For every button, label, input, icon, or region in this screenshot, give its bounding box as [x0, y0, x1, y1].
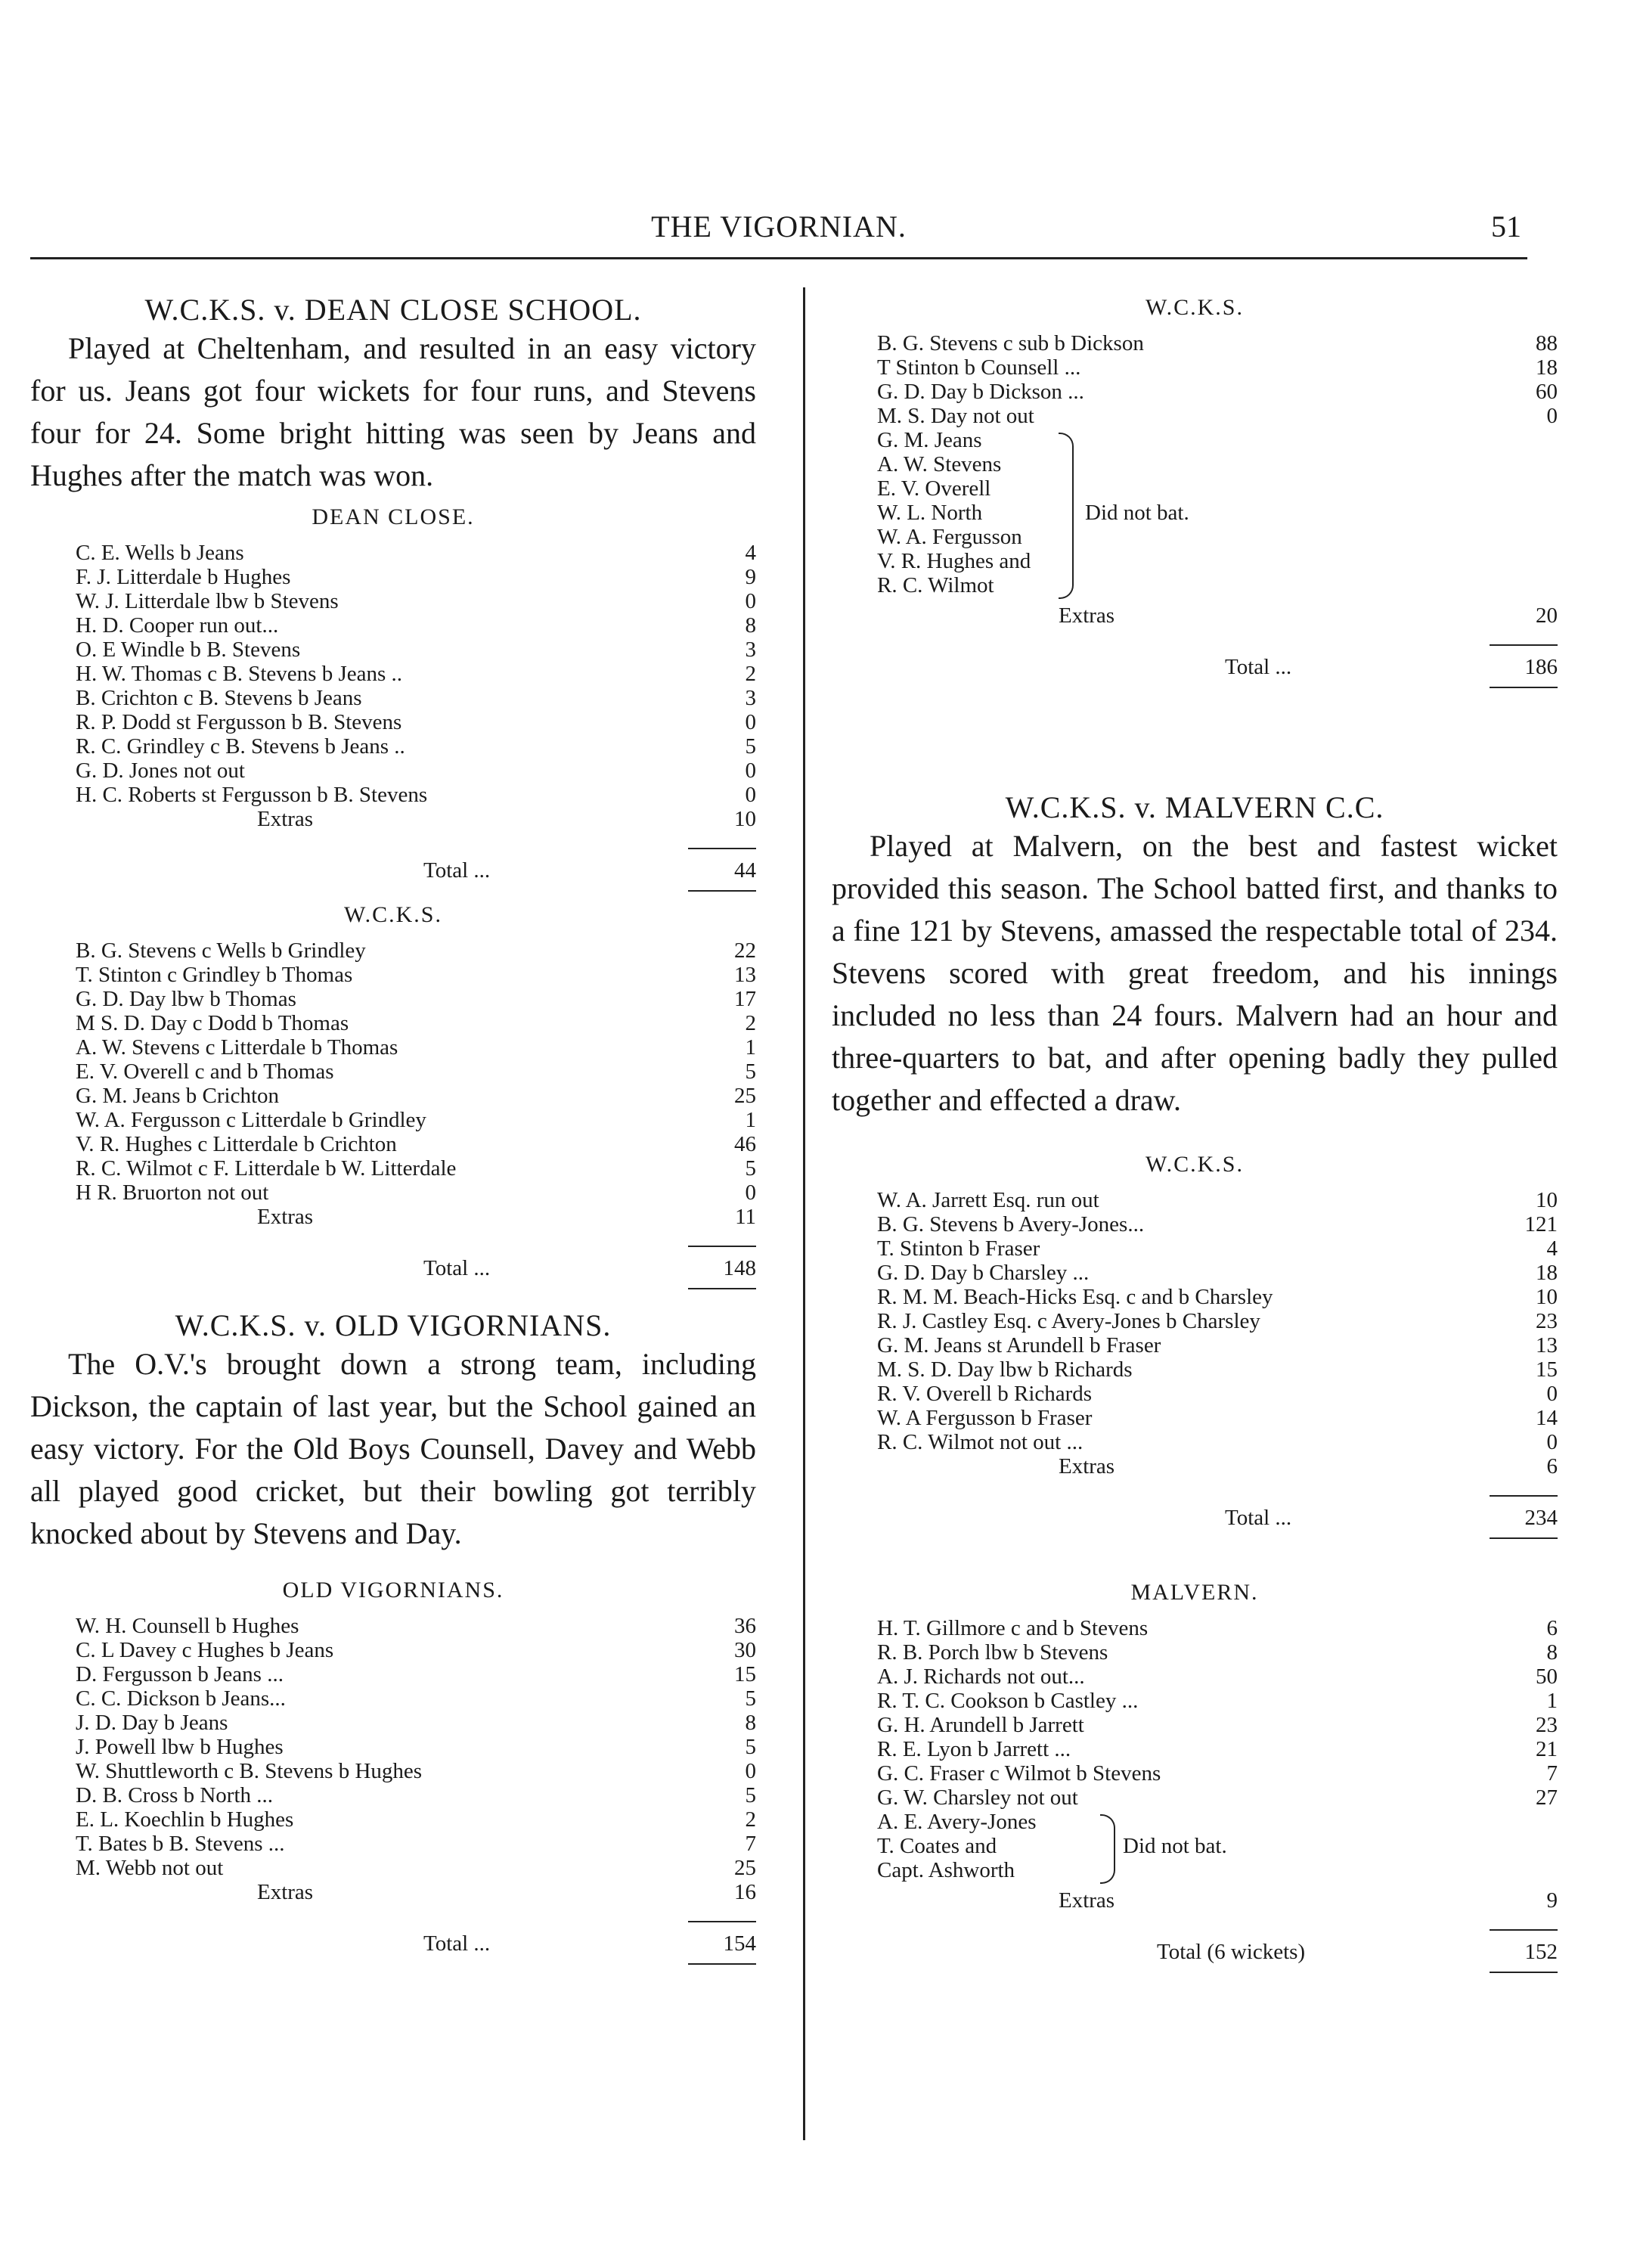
wcks-innings-vs-old-vigornians: [832, 331, 1558, 428]
extras-label: Extras: [257, 807, 314, 831]
batsman-row: [832, 1357, 1558, 1382]
batsman-row: [30, 734, 756, 759]
batsman-row: [832, 1689, 1558, 1713]
batsman-row: [832, 1236, 1558, 1261]
batsman-score: 8: [745, 613, 756, 638]
extras-row: [30, 1205, 756, 1229]
batsman-row: [832, 1382, 1558, 1406]
batsman-score: 10: [1536, 1188, 1558, 1212]
total-row: [30, 1915, 756, 1968]
total-rule-bottom: [688, 890, 756, 892]
batsman-row: [832, 355, 1558, 380]
extras-label: Extras: [257, 1205, 314, 1229]
batsman-entry: C. C. Dickson b Jeans...: [76, 1686, 286, 1711]
batsman-entry: D. B. Cross b North ...: [76, 1783, 274, 1807]
batsman-entry: G. M. Jeans b Crichton: [76, 1084, 280, 1108]
batsman-score: 14: [1536, 1406, 1558, 1430]
extras-label: Extras: [257, 1880, 314, 1904]
total-rule-top: [1490, 1929, 1558, 1931]
batsman-score: 18: [1536, 1261, 1558, 1285]
total-rule-bottom: [1490, 687, 1558, 688]
batsman-entry: B. Crichton c B. Stevens b Jeans: [76, 686, 362, 710]
total-label: Total ...: [423, 858, 491, 883]
batsman-entry: W. H. Counsell b Hughes: [76, 1614, 299, 1638]
batsman-score: 0: [1546, 404, 1558, 428]
wcks-innings-vs-malvern: [832, 1188, 1558, 1454]
total-rule-bottom: [688, 1963, 756, 1965]
batsman-score: 1: [745, 1035, 756, 1060]
batsman-score: 0: [745, 710, 756, 734]
total-label: Total ...: [423, 1256, 491, 1280]
batsman-score: 121: [1524, 1212, 1558, 1236]
batsman-score: 0: [1546, 1382, 1558, 1406]
batsman-row: [30, 1060, 756, 1084]
batsman-score: 0: [745, 759, 756, 783]
batsman-row: [30, 662, 756, 686]
total-label: Total ...: [1225, 1506, 1292, 1530]
dean-close-innings-title: DEAN CLOSE.: [312, 504, 475, 529]
batsman-entry: E. V. Overell c and b Thomas: [76, 1060, 334, 1084]
total-rule-top: [1490, 644, 1558, 646]
batsman-row: [30, 1614, 756, 1638]
total-rule-bottom: [688, 1288, 756, 1289]
batsman-row: [832, 1713, 1558, 1737]
batsman-entry: M. Webb not out: [76, 1856, 224, 1880]
did-not-bat-name: R. C. Wilmot: [877, 573, 994, 597]
batsman-score: 5: [745, 1735, 756, 1759]
batsman-entry: R. C. Grindley c B. Stevens b Jeans ..: [76, 734, 405, 759]
batsman-entry: G. C. Fraser c Wilmot b Stevens: [877, 1761, 1161, 1786]
batsman-score: 50: [1536, 1665, 1558, 1689]
batsman-entry: W. A Fergusson b Fraser: [877, 1406, 1093, 1430]
batsman-score: 2: [745, 1011, 756, 1035]
batsman-row: [832, 1665, 1558, 1689]
batsman-entry: C. E. Wells b Jeans: [76, 541, 244, 565]
batsman-entry: J. Powell lbw b Hughes: [76, 1735, 284, 1759]
batsman-entry: W. J. Litterdale lbw b Stevens: [76, 589, 339, 613]
batsman-score: 1: [1546, 1689, 1558, 1713]
total-value: 186: [1524, 655, 1558, 679]
did-not-bat-group: [832, 1810, 1558, 1888]
batsman-entry: C. L Davey c Hughes b Jeans: [76, 1638, 334, 1662]
batsman-row: [30, 963, 756, 987]
batsman-row: [832, 404, 1558, 428]
batsman-score: 4: [1546, 1236, 1558, 1261]
batsman-score: 8: [745, 1711, 756, 1735]
batsman-row: [30, 541, 756, 565]
batsman-entry: G. D. Day b Charsley ...: [877, 1261, 1090, 1285]
batsman-row: [30, 565, 756, 589]
batsman-score: 17: [734, 987, 756, 1011]
dean-close-innings: [30, 541, 756, 807]
did-not-bat-name: A. W. Stevens: [877, 452, 1002, 476]
column-divider: [803, 287, 805, 2140]
batsman-score: 5: [745, 1783, 756, 1807]
batsman-row: [30, 1662, 756, 1686]
malvern-heading: W.C.K.S. v. MALVERN C.C.: [1005, 790, 1384, 824]
did-not-bat-name: Capt. Ashworth: [877, 1858, 1015, 1882]
malvern-innings: [832, 1616, 1558, 1810]
batsman-row: [832, 1285, 1558, 1309]
batsman-score: 4: [745, 541, 756, 565]
extras-label: Extras: [1059, 603, 1115, 628]
batsman-entry: R. T. C. Cookson b Castley ...: [877, 1689, 1139, 1713]
total-rule-bottom: [1490, 1537, 1558, 1539]
batsman-entry: G. W. Charsley not out: [877, 1786, 1078, 1810]
batsman-row: [832, 1333, 1558, 1357]
did-not-bat-name: W. A. Fergusson: [877, 525, 1022, 549]
batsman-row: [832, 1188, 1558, 1212]
batsman-entry: R. M. M. Beach-Hicks Esq. c and b Charsley: [877, 1285, 1273, 1309]
batsman-score: 15: [1536, 1357, 1558, 1382]
batsman-score: 23: [1536, 1309, 1558, 1333]
batsman-score: 0: [745, 589, 756, 613]
batsman-entry: T. Stinton b Fraser: [877, 1236, 1040, 1261]
dean-close-report: Played at Cheltenham, and resulted in an easy victory for us. Jeans got four wickets for four runs, and Stevens four for 24. Some bright hitting was seen by Jeans and Hughes after the match was won.: [30, 331, 756, 492]
batsman-row: [30, 1132, 756, 1156]
batsman-score: 1: [745, 1108, 756, 1132]
wcks-innings-vs-dean-close: [30, 939, 756, 1205]
batsman-score: 7: [745, 1832, 756, 1856]
did-not-bat-name: A. E. Avery-Jones: [877, 1810, 1037, 1834]
batsman-score: 23: [1536, 1713, 1558, 1737]
batsman-score: 13: [1536, 1333, 1558, 1357]
did-not-bat-group: [832, 428, 1558, 603]
extras-row: [832, 1454, 1558, 1478]
extras-label: Extras: [1059, 1888, 1115, 1913]
extras-value: 11: [735, 1205, 756, 1229]
batsman-entry: B. G. Stevens b Avery-Jones...: [877, 1212, 1145, 1236]
did-not-bat-name: G. M. Jeans: [877, 428, 982, 452]
total-row: [832, 1923, 1558, 1976]
batsman-entry: R. V. Overell b Richards: [877, 1382, 1093, 1406]
batsman-row: [30, 589, 756, 613]
batsman-entry: W. A. Fergusson c Litterdale b Grindley: [76, 1108, 426, 1132]
extras-value: 20: [1536, 603, 1558, 628]
running-title: THE VIGORNIAN.: [651, 209, 907, 244]
total-rule-bottom: [1490, 1972, 1558, 1973]
batsman-row: [832, 1761, 1558, 1786]
wcks-innings-title: W.C.K.S.: [1146, 295, 1244, 320]
total-rule-top: [1490, 1495, 1558, 1497]
batsman-row: [30, 1856, 756, 1880]
batsman-score: 15: [734, 1662, 756, 1686]
page-header: [30, 204, 1527, 259]
batsman-row: [832, 1430, 1558, 1454]
batsman-entry: H. D. Cooper run out...: [76, 613, 279, 638]
batsman-row: [30, 783, 756, 807]
total-value: 44: [734, 858, 756, 883]
batsman-row: [30, 1035, 756, 1060]
extras-row: [832, 603, 1558, 628]
batsman-entry: H. T. Gillmore c and b Stevens: [877, 1616, 1149, 1640]
batsman-score: 0: [745, 1181, 756, 1205]
batsman-row: [832, 380, 1558, 404]
total-rule-top: [688, 1246, 756, 1247]
batsman-score: 2: [745, 1807, 756, 1832]
wcks-innings-title: W.C.K.S.: [1146, 1152, 1244, 1177]
batsman-score: 60: [1536, 380, 1558, 404]
extras-label: Extras: [1059, 1454, 1115, 1478]
batsman-entry: R. J. Castley Esq. c Avery-Jones b Charsley: [877, 1309, 1260, 1333]
batsman-score: 3: [745, 638, 756, 662]
batsman-entry: B. G. Stevens c sub b Dickson: [877, 331, 1144, 355]
batsman-score: 3: [745, 686, 756, 710]
batsman-row: [30, 1011, 756, 1035]
batsman-score: 18: [1536, 355, 1558, 380]
batsman-row: [30, 1711, 756, 1735]
total-value: 234: [1524, 1506, 1558, 1530]
batsman-entry: G. H. Arundell b Jarrett: [877, 1713, 1084, 1737]
batsman-entry: A. W. Stevens c Litterdale b Thomas: [76, 1035, 398, 1060]
batsman-score: 5: [745, 1060, 756, 1084]
batsman-row: [832, 1261, 1558, 1285]
did-not-bat-list: [877, 428, 1031, 597]
batsman-entry: G. D. Day b Dickson ...: [877, 380, 1084, 404]
did-not-bat-name: T. Coates and: [877, 1834, 997, 1858]
total-rule-top: [688, 1921, 756, 1922]
extras-row: [30, 807, 756, 831]
batsman-entry: W. Shuttleworth c B. Stevens b Hughes: [76, 1759, 423, 1783]
batsman-entry: H. W. Thomas c B. Stevens b Jeans ..: [76, 662, 403, 686]
batsman-row: [30, 1181, 756, 1205]
batsman-row: [832, 1309, 1558, 1333]
batsman-row: [30, 1832, 756, 1856]
batsman-entry: M. S. D. Day lbw b Richards: [877, 1357, 1133, 1382]
dean-close-heading: W.C.K.S. v. DEAN CLOSE SCHOOL.: [144, 293, 642, 327]
batsman-entry: A. J. Richards not out...: [877, 1665, 1085, 1689]
did-not-bat-name: E. V. Overell: [877, 476, 991, 501]
batsman-row: [832, 1616, 1558, 1640]
batsman-entry: T. Stinton c Grindley b Thomas: [76, 963, 353, 987]
batsman-row: [30, 939, 756, 963]
batsman-row: [30, 1084, 756, 1108]
batsman-row: [832, 1640, 1558, 1665]
batsman-entry: J. D. Day b Jeans: [76, 1711, 228, 1735]
batsman-entry: V. R. Hughes c Litterdale b Crichton: [76, 1132, 397, 1156]
batsman-row: [30, 1783, 756, 1807]
page-number: 51: [1491, 209, 1521, 244]
extras-value: 9: [1546, 1888, 1558, 1913]
batsman-entry: H. C. Roberts st Fergusson b B. Stevens: [76, 783, 428, 807]
batsman-score: 88: [1536, 331, 1558, 355]
batsman-entry: F. J. Litterdale b Hughes: [76, 565, 291, 589]
total-row: [832, 638, 1558, 691]
batsman-row: [30, 759, 756, 783]
wcks-innings-title: W.C.K.S.: [344, 902, 442, 927]
batsman-entry: B. G. Stevens c Wells b Grindley: [76, 939, 366, 963]
batsman-row: [30, 686, 756, 710]
batsman-row: [832, 1212, 1558, 1236]
batsman-row: [30, 613, 756, 638]
batsman-entry: T Stinton b Counsell ...: [877, 355, 1081, 380]
did-not-bat-label: Did not bat.: [1085, 501, 1189, 525]
batsman-entry: R. C. Wilmot c F. Litterdale b W. Litterdale: [76, 1156, 457, 1181]
batsman-score: 0: [745, 1759, 756, 1783]
batsman-score: 25: [734, 1856, 756, 1880]
total-label: Total ...: [1225, 655, 1292, 679]
batsman-row: [832, 1406, 1558, 1430]
batsman-score: 2: [745, 662, 756, 686]
batsman-score: 5: [745, 1156, 756, 1181]
batsman-score: 5: [745, 734, 756, 759]
batsman-entry: R. B. Porch lbw b Stevens: [877, 1640, 1108, 1665]
batsman-row: [832, 1786, 1558, 1810]
batsman-entry: R. E. Lyon b Jarrett ...: [877, 1737, 1071, 1761]
batsman-score: 5: [745, 1686, 756, 1711]
total-value: 148: [723, 1256, 756, 1280]
batsman-entry: T. Bates b B. Stevens ...: [76, 1832, 285, 1856]
malvern-report: Played at Malvern, on the best and fastest wicket provided this season. The School batted first, and thanks to a fine 121 by Stevens, amassed the respectable total of 234. Stevens scored with great freedom, and his innings included no less than 24 fours. Malvern had an hour and three-quarters to bat, and after opening badly they pulled together and effected a draw.: [832, 829, 1558, 1117]
total-label: Total ...: [423, 1931, 491, 1956]
batsman-entry: R. P. Dodd st Fergusson b B. Stevens: [76, 710, 402, 734]
batsman-row: [30, 987, 756, 1011]
did-not-bat-label: Did not bat.: [1123, 1834, 1227, 1858]
batsman-score: 36: [734, 1614, 756, 1638]
batsman-row: [832, 331, 1558, 355]
batsman-row: [30, 1108, 756, 1132]
batsman-row: [30, 1807, 756, 1832]
batsman-score: 0: [1546, 1430, 1558, 1454]
old-vigornians-heading: W.C.K.S. v. OLD VIGORNIANS.: [175, 1308, 612, 1342]
batsman-score: 6: [1546, 1616, 1558, 1640]
batsman-row: [30, 638, 756, 662]
total-value: 154: [723, 1931, 756, 1956]
batsman-row: [30, 1759, 756, 1783]
batsman-entry: G. D. Day lbw b Thomas: [76, 987, 296, 1011]
batsman-entry: D. Fergusson b Jeans ...: [76, 1662, 284, 1686]
total-label: Total (6 wickets): [1157, 1940, 1306, 1964]
right-column: [832, 287, 1558, 1976]
extras-row: [832, 1888, 1558, 1913]
batsman-score: 46: [734, 1132, 756, 1156]
extras-value: 6: [1546, 1454, 1558, 1478]
extras-value: 10: [734, 807, 756, 831]
batsman-score: 0: [745, 783, 756, 807]
batsman-score: 27: [1536, 1786, 1558, 1810]
did-not-bat-name: V. R. Hughes and: [877, 549, 1031, 573]
batsman-row: [30, 1638, 756, 1662]
malvern-innings-title: MALVERN.: [1130, 1580, 1259, 1605]
batsman-row: [30, 1686, 756, 1711]
batsman-score: 13: [734, 963, 756, 987]
batsman-row: [30, 710, 756, 734]
batsman-entry: M. S. Day not out: [877, 404, 1034, 428]
brace-icon: [1059, 433, 1074, 599]
batsman-entry: O. E Windle b B. Stevens: [76, 638, 301, 662]
total-rule-top: [688, 848, 756, 849]
batsman-entry: M S. D. Day c Dodd b Thomas: [76, 1011, 349, 1035]
did-not-bat-list: [877, 1810, 1036, 1882]
batsman-score: 21: [1536, 1737, 1558, 1761]
batsman-entry: G. M. Jeans st Arundell b Fraser: [877, 1333, 1161, 1357]
batsman-entry: G. D. Jones not out: [76, 759, 245, 783]
batsman-score: 7: [1546, 1761, 1558, 1786]
left-column: [30, 287, 756, 1968]
batsman-row: [832, 1737, 1558, 1761]
batsman-entry: H R. Bruorton not out: [76, 1181, 269, 1205]
batsman-row: [30, 1156, 756, 1181]
extras-value: 16: [734, 1880, 756, 1904]
total-row: [30, 842, 756, 895]
batsman-row: [30, 1735, 756, 1759]
batsman-score: 30: [734, 1638, 756, 1662]
old-vigornians-innings-title: OLD VIGORNIANS.: [282, 1578, 504, 1602]
total-row: [832, 1489, 1558, 1542]
did-not-bat-name: W. L. North: [877, 501, 983, 525]
batsman-entry: E. L. Koechlin b Hughes: [76, 1807, 294, 1832]
batsman-score: 9: [745, 565, 756, 589]
total-value: 152: [1524, 1940, 1558, 1964]
batsman-entry: R. C. Wilmot not out ...: [877, 1430, 1084, 1454]
batsman-score: 8: [1546, 1640, 1558, 1665]
extras-row: [30, 1880, 756, 1904]
batsman-score: 22: [734, 939, 756, 963]
batsman-score: 10: [1536, 1285, 1558, 1309]
batsman-entry: W. A. Jarrett Esq. run out: [877, 1188, 1099, 1212]
batsman-score: 25: [734, 1084, 756, 1108]
brace-icon: [1100, 1814, 1115, 1884]
old-vigornians-innings: [30, 1614, 756, 1880]
total-row: [30, 1239, 756, 1292]
old-vigornians-report: The O.V.'s brought down a strong team, including Dickson, the captain of last year, but the School gained an easy victory. For the Old Boys Counsell, Davey and Webb all played good cricket, but their bowling got terribly knocked about by Stevens and Day.: [30, 1347, 756, 1550]
